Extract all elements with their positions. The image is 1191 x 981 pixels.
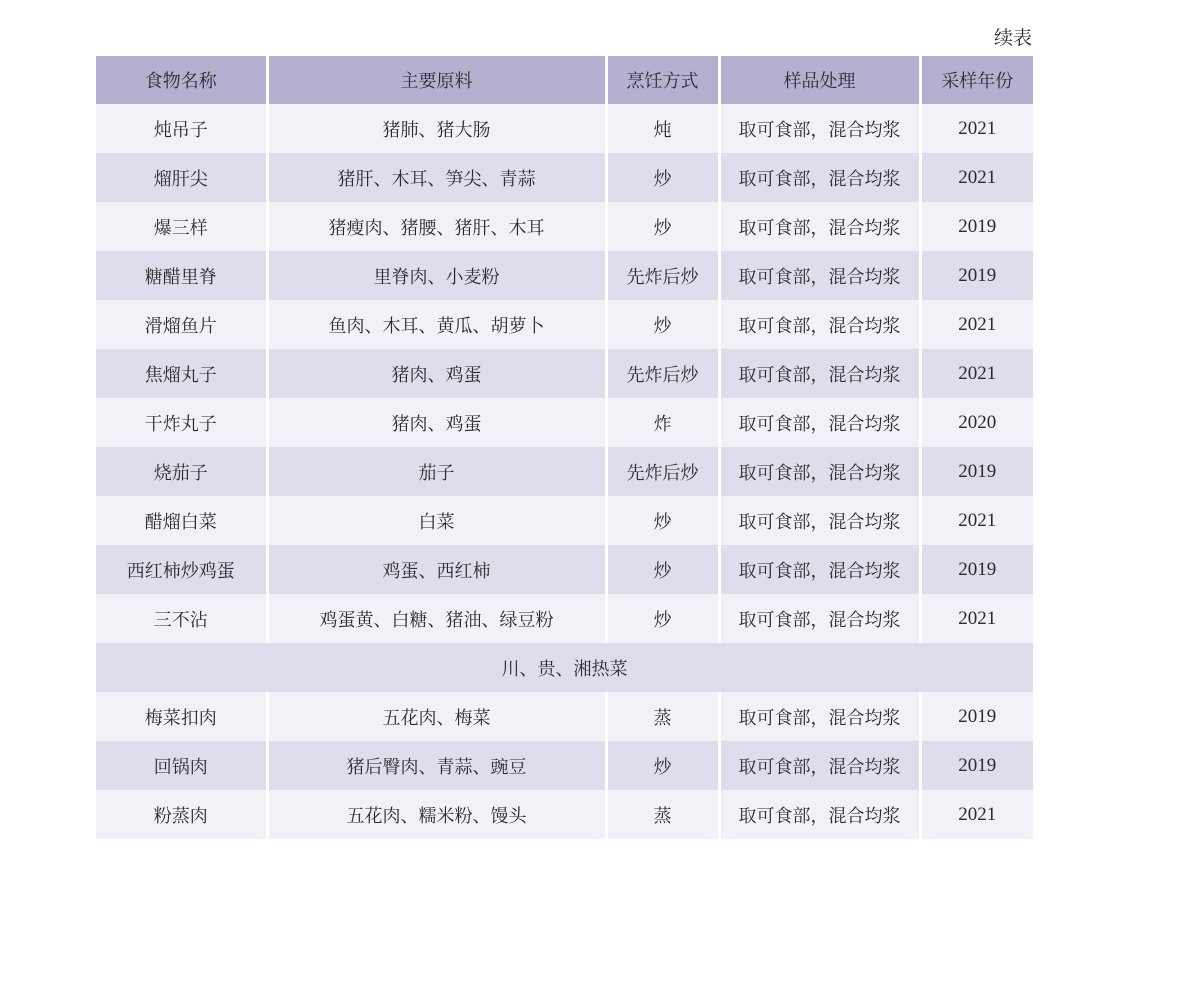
cell-sample-processing: 取可食部，混合均浆 <box>719 741 920 790</box>
header-row <box>96 56 1033 104</box>
cell-food-name: 糖醋里脊 <box>96 251 267 300</box>
cell-main-ingredients: 茄子 <box>267 447 606 496</box>
table-row <box>96 545 1033 594</box>
cell-cooking-method: 先炸后炒 <box>606 447 719 496</box>
cell-sampling-year: 2021 <box>920 496 1033 545</box>
table-row <box>96 398 1033 447</box>
cell-main-ingredients: 猪肺、猪大肠 <box>267 104 606 153</box>
cell-main-ingredients: 猪肝、木耳、笋尖、青蒜 <box>267 153 606 202</box>
cell-main-ingredients: 白菜 <box>267 496 606 545</box>
cell-cooking-method: 先炸后炒 <box>606 349 719 398</box>
section-row <box>96 643 1033 692</box>
cell-sampling-year: 2019 <box>920 692 1033 741</box>
cell-sample-processing: 取可食部，混合均浆 <box>719 790 920 839</box>
cell-main-ingredients: 鱼肉、木耳、黄瓜、胡萝卜 <box>267 300 606 349</box>
cell-sampling-year: 2020 <box>920 398 1033 447</box>
cell-sample-processing: 取可食部，混合均浆 <box>719 496 920 545</box>
cell-cooking-method: 炒 <box>606 741 719 790</box>
table-row <box>96 104 1033 153</box>
header-sampling-year: 采样年份 <box>920 56 1033 104</box>
table-row <box>96 202 1033 251</box>
cell-food-name: 滑熘鱼片 <box>96 300 267 349</box>
cell-cooking-method: 炸 <box>606 398 719 447</box>
cell-sampling-year: 2019 <box>920 251 1033 300</box>
cell-sample-processing: 取可食部，混合均浆 <box>719 594 920 643</box>
continued-label: 续表 <box>993 27 1032 49</box>
cell-food-name: 西红柿炒鸡蛋 <box>96 545 267 594</box>
cell-cooking-method: 炖 <box>606 104 719 153</box>
table-row <box>96 692 1033 741</box>
cell-main-ingredients: 鸡蛋黄、白糖、猪油、绿豆粉 <box>267 594 606 643</box>
cell-food-name: 熘肝尖 <box>96 153 267 202</box>
cell-cooking-method: 蒸 <box>606 790 719 839</box>
cell-main-ingredients: 猪瘦肉、猪腰、猪肝、木耳 <box>267 202 606 251</box>
cell-sampling-year: 2021 <box>920 104 1033 153</box>
table-row <box>96 741 1033 790</box>
cell-main-ingredients: 猪肉、鸡蛋 <box>267 398 606 447</box>
cell-sample-processing: 取可食部，混合均浆 <box>719 447 920 496</box>
cell-sample-processing: 取可食部，混合均浆 <box>719 104 920 153</box>
cell-cooking-method: 炒 <box>606 202 719 251</box>
cell-food-name: 干炸丸子 <box>96 398 267 447</box>
header-main-ingredients: 主要原料 <box>267 56 606 104</box>
cell-sampling-year: 2021 <box>920 594 1033 643</box>
cell-food-name: 梅菜扣肉 <box>96 692 267 741</box>
cell-food-name: 爆三样 <box>96 202 267 251</box>
cell-main-ingredients: 里脊肉、小麦粉 <box>267 251 606 300</box>
table-row <box>96 594 1033 643</box>
cell-main-ingredients: 猪后臀肉、青蒜、豌豆 <box>267 741 606 790</box>
cell-sample-processing: 取可食部，混合均浆 <box>719 300 920 349</box>
cell-cooking-method: 蒸 <box>606 692 719 741</box>
cell-sample-processing: 取可食部，混合均浆 <box>719 202 920 251</box>
cell-sampling-year: 2019 <box>920 447 1033 496</box>
cell-main-ingredients: 五花肉、糯米粉、馒头 <box>267 790 606 839</box>
cell-sampling-year: 2021 <box>920 300 1033 349</box>
cell-sampling-year: 2019 <box>920 741 1033 790</box>
table-row <box>96 153 1033 202</box>
table-row <box>96 251 1033 300</box>
cell-main-ingredients: 鸡蛋、西红柿 <box>267 545 606 594</box>
cell-sample-processing: 取可食部，混合均浆 <box>719 692 920 741</box>
cell-cooking-method: 炒 <box>606 594 719 643</box>
table-row <box>96 790 1033 839</box>
table-body <box>96 104 1033 839</box>
cell-cooking-method: 炒 <box>606 545 719 594</box>
cell-sample-processing: 取可食部，混合均浆 <box>719 349 920 398</box>
header-cooking-method: 烹饪方式 <box>606 56 719 104</box>
cell-main-ingredients: 五花肉、梅菜 <box>267 692 606 741</box>
cell-main-ingredients: 猪肉、鸡蛋 <box>267 349 606 398</box>
cell-sampling-year: 2019 <box>920 202 1033 251</box>
cell-food-name: 三不沾 <box>96 594 267 643</box>
table-row <box>96 496 1033 545</box>
cell-sampling-year: 2021 <box>920 790 1033 839</box>
cell-food-name: 焦熘丸子 <box>96 349 267 398</box>
table-row <box>96 349 1033 398</box>
cell-cooking-method: 先炸后炒 <box>606 251 719 300</box>
cell-sampling-year: 2019 <box>920 545 1033 594</box>
section-title: 川、贵、湘热菜 <box>96 643 1033 692</box>
table-row <box>96 447 1033 496</box>
cell-food-name: 醋熘白菜 <box>96 496 267 545</box>
cell-sample-processing: 取可食部，混合均浆 <box>719 398 920 447</box>
header-food-name: 食物名称 <box>96 56 267 104</box>
cell-cooking-method: 炒 <box>606 153 719 202</box>
cell-cooking-method: 炒 <box>606 496 719 545</box>
food-sampling-table <box>96 56 1033 839</box>
cell-food-name: 炖吊子 <box>96 104 267 153</box>
cell-sampling-year: 2021 <box>920 349 1033 398</box>
table-header <box>96 56 1033 104</box>
cell-food-name: 回锅肉 <box>96 741 267 790</box>
cell-cooking-method: 炒 <box>606 300 719 349</box>
cell-sample-processing: 取可食部，混合均浆 <box>719 251 920 300</box>
table-row <box>96 300 1033 349</box>
cell-sampling-year: 2021 <box>920 153 1033 202</box>
cell-sample-processing: 取可食部，混合均浆 <box>719 153 920 202</box>
cell-food-name: 粉蒸肉 <box>96 790 267 839</box>
cell-food-name: 烧茄子 <box>96 447 267 496</box>
header-sample-processing: 样品处理 <box>719 56 920 104</box>
cell-sample-processing: 取可食部，混合均浆 <box>719 545 920 594</box>
